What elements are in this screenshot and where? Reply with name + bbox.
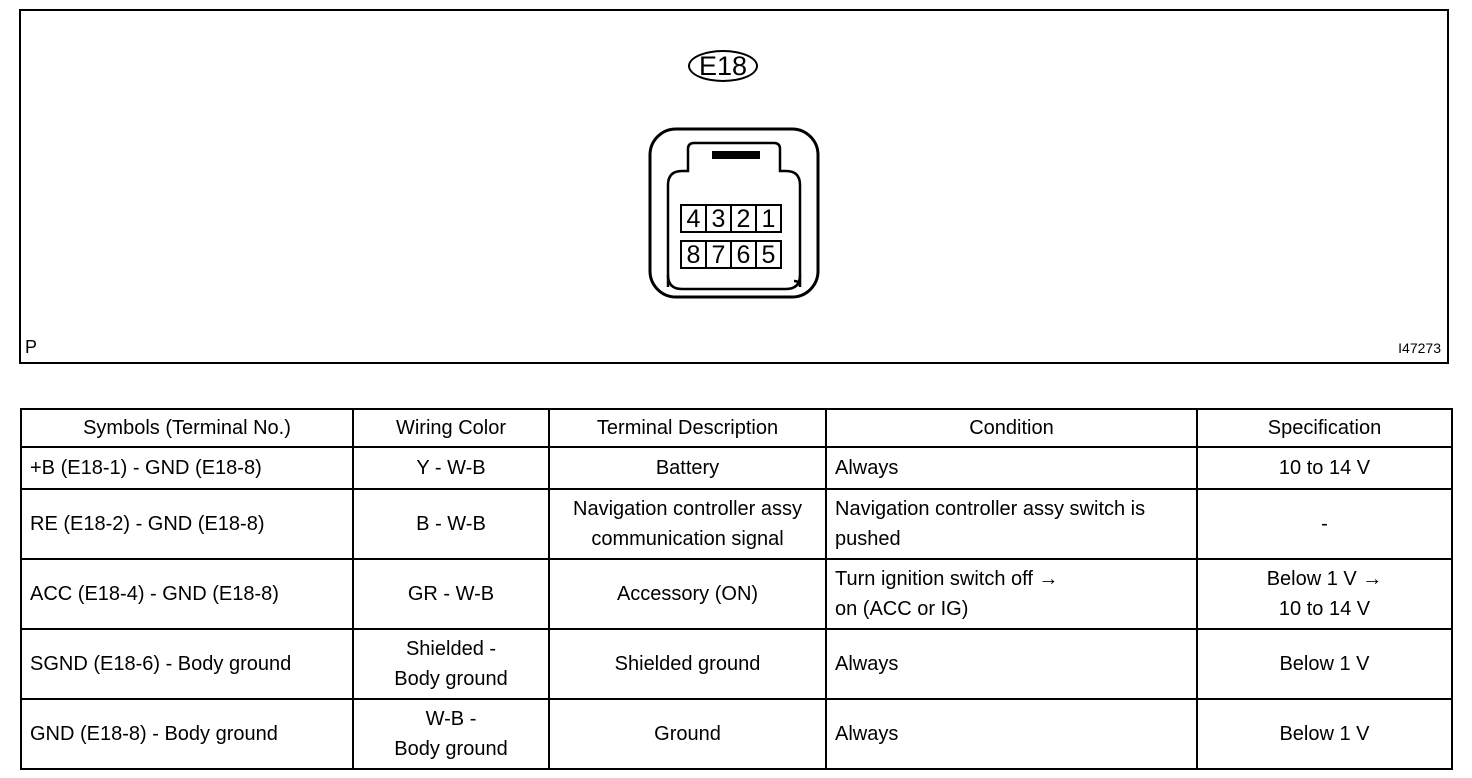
- cell-line: Navigation controller assy: [573, 498, 802, 520]
- cell-line: Navigation controller assy switch is: [835, 498, 1146, 520]
- cell-condition: [826, 629, 1197, 699]
- pin: 2: [730, 204, 757, 233]
- cell-description: [549, 629, 826, 699]
- cell-line: Battery: [655, 457, 720, 479]
- connector-figure: [19, 9, 1449, 364]
- cell-spec: [1197, 559, 1452, 629]
- cell-symbol: ACC (E18-4) - GND (E18-8): [21, 559, 353, 629]
- cell-line: GR - W-B: [407, 583, 495, 605]
- pin-row-top: [680, 204, 780, 233]
- cell-line: Shielded -: [405, 638, 497, 660]
- cell-line: Always: [835, 653, 899, 675]
- pin: 1: [755, 204, 782, 233]
- cell-symbol: RE (E18-2) - GND (E18-8): [21, 489, 353, 559]
- connector-e18: [648, 127, 820, 304]
- cell-symbol: SGND (E18-6) - Body ground: [21, 629, 353, 699]
- header-terminal-description: Terminal Description: [549, 409, 826, 447]
- cell-line: W-B -: [425, 708, 477, 730]
- cell-spec: [1197, 629, 1452, 699]
- connector-label: E18: [688, 50, 758, 82]
- cell-description: [549, 489, 826, 559]
- cell-symbol: +B (E18-1) - GND (E18-8): [21, 447, 353, 489]
- cell-line: 10 to 14 V: [1278, 457, 1371, 479]
- cell-line: on (ACC or IG): [835, 598, 969, 620]
- cell-spec: [1197, 699, 1452, 769]
- table-row: [21, 447, 1452, 489]
- cell-wiring: [353, 489, 549, 559]
- cell-line: Turn ignition switch off →: [835, 568, 1059, 590]
- cell-line: 10 to 14 V: [1278, 598, 1371, 620]
- cell-line: Below 1 V: [1279, 653, 1370, 675]
- cell-condition: [826, 699, 1197, 769]
- cell-line: -: [1321, 513, 1328, 535]
- header-condition: Condition: [826, 409, 1197, 447]
- table-row: [21, 559, 1452, 629]
- cell-condition: [826, 559, 1197, 629]
- header-wiring-color: Wiring Color: [353, 409, 549, 447]
- cell-line: Y - W-B: [416, 457, 486, 479]
- terminal-spec-table: [20, 408, 1453, 770]
- cell-symbol: GND (E18-8) - Body ground: [21, 699, 353, 769]
- table-row: [21, 699, 1452, 769]
- table-header-row: [21, 409, 1452, 447]
- cell-description: [549, 699, 826, 769]
- header-symbols: Symbols (Terminal No.): [21, 409, 353, 447]
- pin: 8: [680, 240, 707, 269]
- cell-line: Ground: [654, 723, 721, 745]
- pin: 7: [705, 240, 732, 269]
- cell-description: [549, 447, 826, 489]
- cell-line: Below 1 V: [1279, 723, 1370, 745]
- cell-condition: [826, 489, 1197, 559]
- cell-wiring: [353, 447, 549, 489]
- pin: 6: [730, 240, 757, 269]
- cell-line: Always: [835, 457, 899, 479]
- cell-wiring: [353, 699, 549, 769]
- cell-description: [549, 559, 826, 629]
- cell-line: B - W-B: [416, 513, 486, 535]
- cell-line: Below 1 V →: [1266, 568, 1383, 590]
- figure-corner-label: P: [25, 337, 38, 357]
- figure-id: I47273: [1398, 340, 1441, 356]
- pin-row-bottom: [680, 240, 780, 269]
- cell-wiring: [353, 629, 549, 699]
- table-row: [21, 629, 1452, 699]
- pin: 3: [705, 204, 732, 233]
- pin: 4: [680, 204, 707, 233]
- cell-spec: [1197, 489, 1452, 559]
- cell-line: Body ground: [394, 738, 508, 760]
- cell-line: Accessory (ON): [616, 583, 759, 605]
- cell-line: Body ground: [394, 668, 508, 690]
- cell-condition: [826, 447, 1197, 489]
- cell-line: pushed: [835, 528, 901, 550]
- header-specification: Specification: [1197, 409, 1452, 447]
- cell-wiring: [353, 559, 549, 629]
- cell-line: communication signal: [591, 528, 784, 550]
- cell-spec: [1197, 447, 1452, 489]
- cell-line: Always: [835, 723, 899, 745]
- table-row: [21, 489, 1452, 559]
- cell-line: Shielded ground: [614, 653, 761, 675]
- pin: 5: [755, 240, 782, 269]
